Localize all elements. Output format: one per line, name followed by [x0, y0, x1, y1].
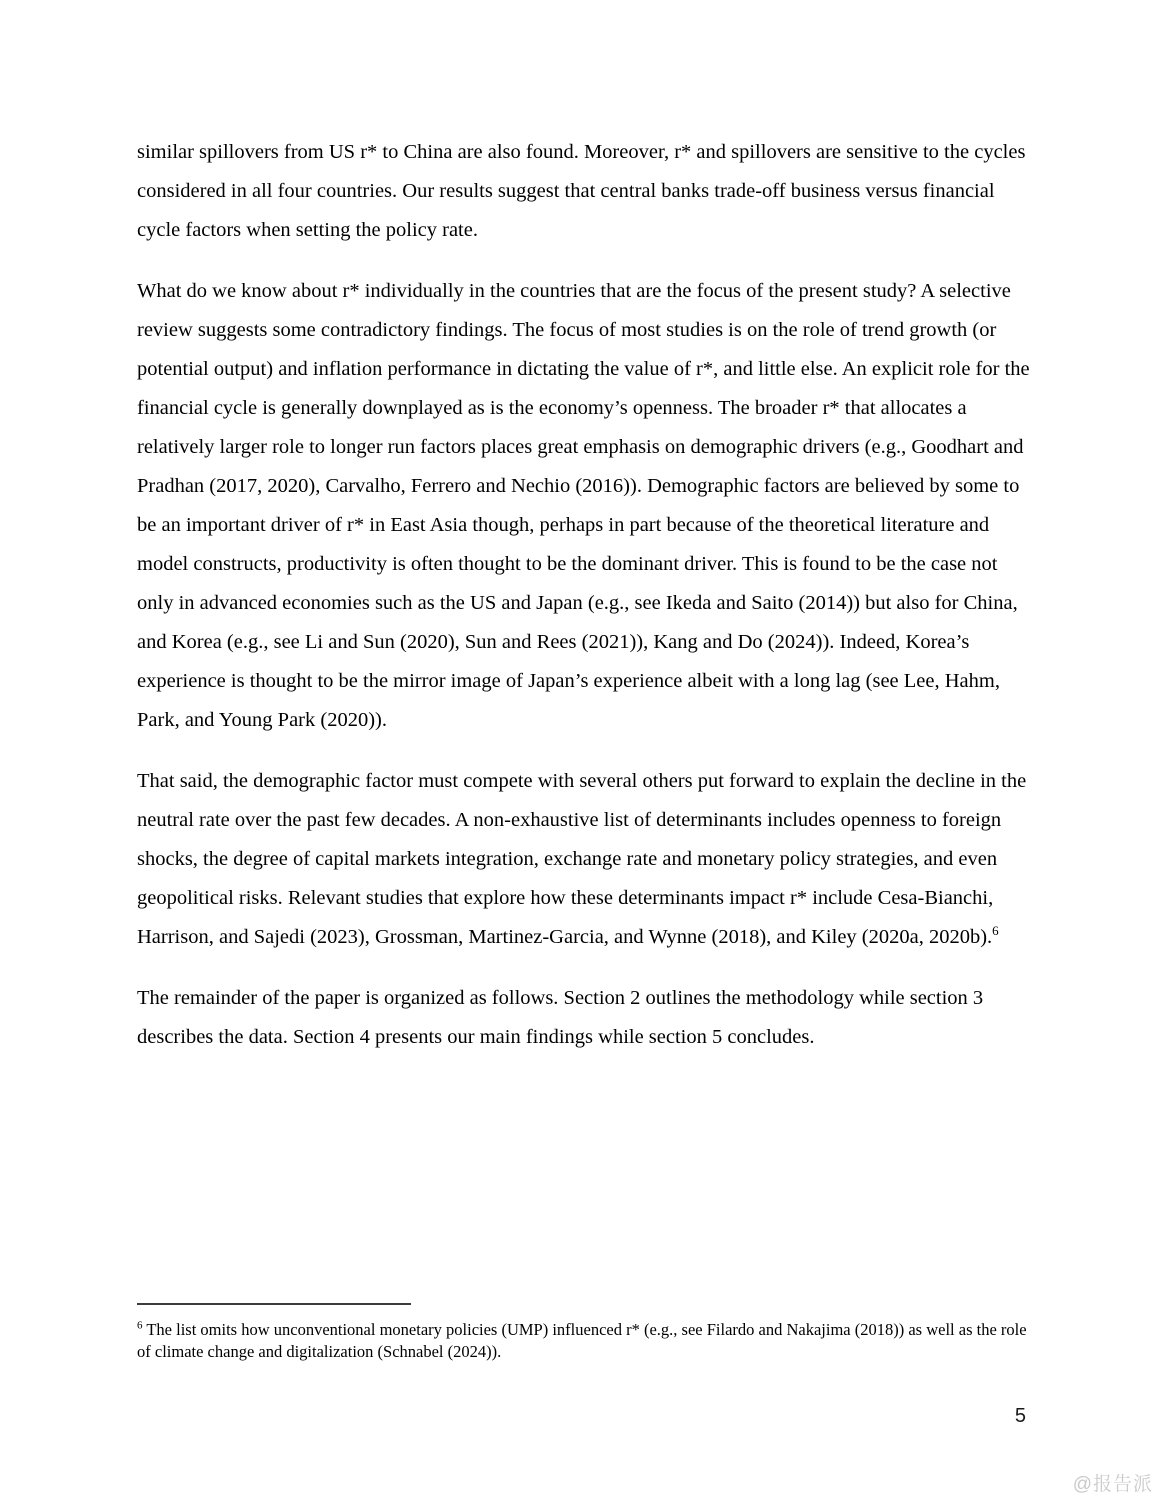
body-paragraph	[137, 979, 1030, 1057]
paragraph-text: The remainder of the paper is organized as follows. Section 2 outlines the methodology while section 3 describes the data. Section 4 presents our main findings while section 5 concludes.	[137, 987, 984, 1048]
footnote	[137, 1303, 1030, 1363]
body-paragraph	[137, 272, 1030, 740]
body-paragraph	[137, 133, 1030, 250]
footnote-body: The list omits how unconventional monetary policies (UMP) influenced r* (e.g., see Filardo and Nakajima (2018)) as well as the role of climate change and digitalization (Schnabel (2024)).	[137, 1320, 1027, 1361]
body-paragraph	[137, 762, 1030, 957]
footnote-marker: 6	[137, 1319, 143, 1332]
paragraph-text: What do we know about r* individually in the countries that are the focus of the present study? A selective review suggests some contradictory findings. The focus of most studies is on the role of trend growth (or potential output) and inflation performance in dictating the value of r*, and little else. An explicit role for the financial cycle is generally downplayed as is the economy’s openness. The broader r* that allocates a relatively larger role to longer run factors places great emphasis on demographic drivers (e.g., Goodhart and Pradhan (2017, 2020), Carvalho, Ferrero and Nechio (2016)). Demographic factors are believed by some to be an important driver of r* in East Asia though, perhaps in part because of the theoretical literature and model constructs, productivity is often thought to be the dominant driver. This is found to be the case not only in advanced economies such as the US and Japan (e.g., see Ikeda and Saito (2014)) but also for China, and Korea (e.g., see Li and Sun (2020), Sun and Rees (2021)), Kang and Do (2024)). Indeed, Korea’s experience is thought to be the mirror image of Japan’s experience albeit with a long lag (see Lee, Hahm, Park, and Young Park (2020)).	[137, 280, 1030, 731]
paragraph-text: That said, the demographic factor must compete with several others put forward to explain the decline in the neutral rate over the past few decades. A non-exhaustive list of determinants includes openness to foreign shocks, the degree of capital markets integration, exchange rate and monetary policy strategies, and even geopolitical risks. Relevant studies that explore how these determinants impact r* include Cesa-Bianchi, Harrison, and Sajedi (2023), Grossman, Martinez-Garcia, and Wynne (2018), and Kiley (2020a, 2020b).	[137, 770, 1027, 948]
page-number: 5	[1014, 1405, 1026, 1427]
paragraph-text: similar spillovers from US r* to China are also found. Moreover, r* and spillovers are sensitive to the cycles considered in all four countries. Our results suggest that central banks trade-off business versus financial cycle factors when setting the policy rate.	[137, 141, 1026, 241]
footnote-reference: 6	[992, 923, 999, 939]
footnote-text	[137, 1319, 1030, 1363]
page-body	[137, 133, 1030, 1079]
footnote-separator	[137, 1303, 411, 1305]
watermark: @报告派	[1072, 1474, 1153, 1495]
